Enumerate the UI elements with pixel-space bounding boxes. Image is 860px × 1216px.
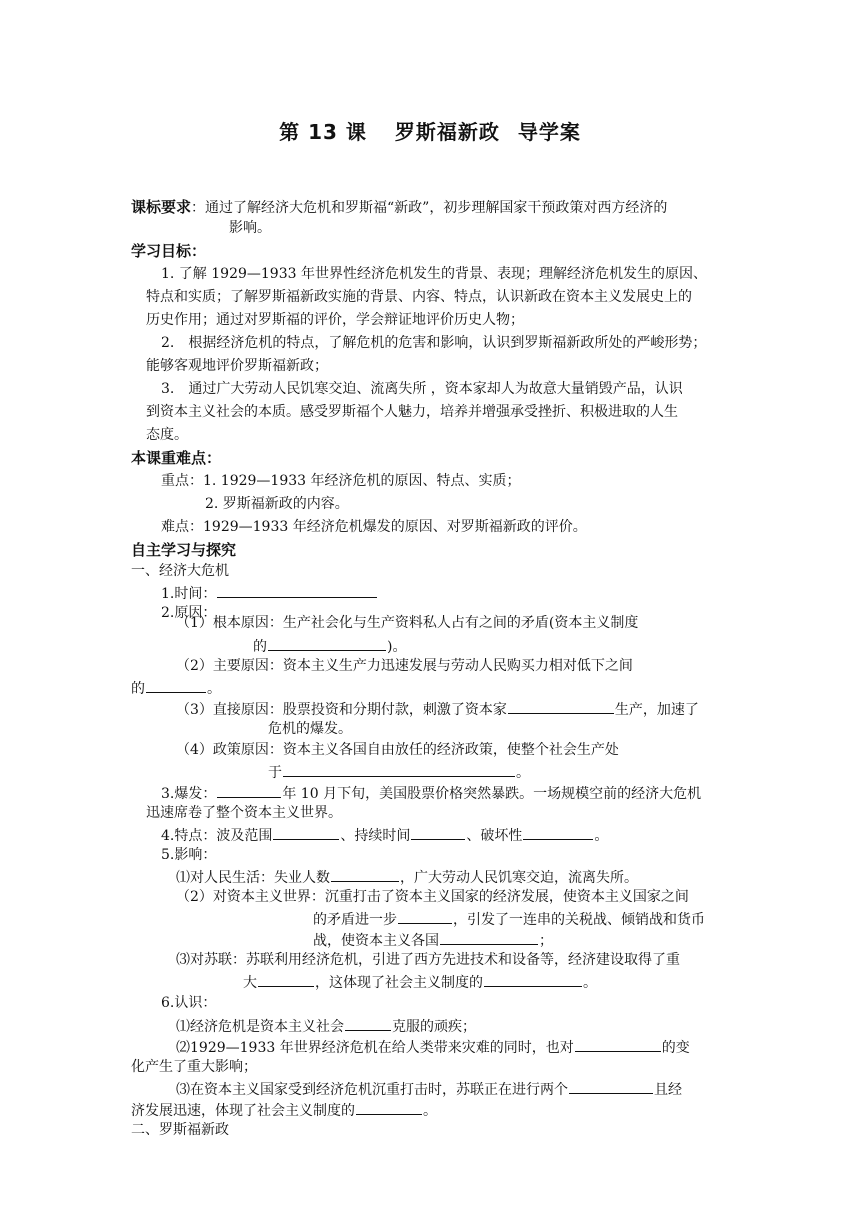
blank-q3[interactable] [217,782,281,798]
blank-q2-2[interactable] [146,677,206,693]
q2-3-line-1 [176,698,699,720]
q2-2-pre: 的 [131,681,145,697]
q6-3b-post: 。 [423,1103,437,1119]
q3-pre: 3.爆发： [161,786,217,802]
self-study-heading: 自主学习与探究 [131,541,237,559]
q6-1 [176,1015,476,1037]
key-point-2: 2. 罗斯福新政的内容。 [205,496,349,512]
q5-3b-post: 。 [583,975,597,991]
q5-2c-pre: 战，使资本主义各国 [313,933,439,949]
blank-q5-1[interactable] [331,866,399,882]
q2-2-line-2 [131,677,221,699]
q5-1 [176,866,638,888]
goal-2-line-1: 2. 根据经济危机的特点，了解危机的危害和影响，认识到罗斯福新政所处的严峻形势； [161,335,707,351]
q2-4-pre: 于 [268,765,282,781]
q5-2b-post: ，引发了一连串的关税战、倾销战和货币 [453,912,705,928]
q5-3b-pre: 大 [243,975,257,991]
q1-label: 1.时间： [161,586,217,602]
q2-3-post: 生产，加速了 [614,702,699,718]
q6-3a-post: 且经 [654,1082,682,1098]
q6-understanding: 6.认识： [161,995,217,1011]
q5-3b-mid: ，这体现了社会主义制度的 [315,975,483,991]
q6-1-post: 克服的顽疾； [392,1019,476,1035]
q6-1-pre: ⑴经济危机是资本主义社会 [176,1019,344,1035]
goal-3-line-2: 到资本主义社会的本质。感受罗斯福个人魅力，培养并增强承受挫折、积极进取的人生 [146,404,678,420]
q5-3-line-2 [243,971,597,993]
q1-time [161,582,378,604]
q3-post: 年 10 月下旬，美国股票价格突然暴跌。一场规模空前的经济大危机 [282,786,702,802]
goal-1-line-1: 1. 了解 1929—1933 年世界性经济危机发生的背景、表现；理解经济危机发生的原因、 [161,266,707,282]
q2-1-line-1: （1）根本原因：生产社会化与生产资料私人占有之间的矛盾(资本主义制度 [176,615,639,631]
title-topic: 罗斯福新政 [394,120,500,144]
q5-2c-post: ； [539,933,553,949]
q6-3a-pre: ⑶在资本主义国家受到经济危机沉重打击时，苏联正在进行两个 [176,1082,568,1098]
key-point-1: 重点：1. 1929—1933 年经济危机的原因、特点、实质； [161,473,521,489]
q6-3-line-2 [131,1099,437,1121]
q2-4-line-1: （4）政策原因：资本主义各国自由放任的经济政策，使整个社会生产处 [176,742,619,758]
q5-1-post: ，广大劳动人民饥寒交迫，流离失所。 [400,870,638,886]
blank-q4-destruction[interactable] [523,824,593,840]
q2-4-post: 。 [516,765,530,781]
q4-pre: 4.特点：波及范围 [161,828,273,844]
blank-q5-2a[interactable] [398,908,452,924]
blank-q6-2[interactable] [575,1036,661,1052]
title-type: 导学案 [517,120,581,144]
curriculum-label: 课标要求 [131,198,192,216]
q2-1-post: )。 [387,639,407,655]
goal-2-line-2: 能够客观地评价罗斯福新政； [146,358,328,374]
q5-impact: 5.影响： [161,847,217,863]
title-lesson: 第 13 课 [279,120,367,144]
q4-features [161,824,608,846]
blank-q2-4[interactable] [283,761,515,777]
section-1-heading: 一、经济大危机 [131,563,229,579]
goal-1-line-3: 历史作用；通过对罗斯福的评价，学会辩证地评价历史人物； [146,312,524,328]
q2-2-line-1: （2）主要原因：资本主义生产力迅速发展与劳动人民购买力相对低下之间 [176,658,633,674]
q6-3-line-1 [176,1078,682,1100]
blank-q2-1[interactable] [268,635,386,651]
q4-post: 。 [594,828,609,844]
q2-4-line-2 [268,761,530,783]
curriculum-text-cont: 影响。 [229,220,271,236]
difficult-point: 难点：1929—1933 年经济危机爆发的原因、对罗斯福新政的评价。 [161,519,587,535]
blank-q5-3b[interactable] [484,971,582,987]
q2-3-line-2: 危机的爆发。 [268,721,352,737]
goal-3-line-1: 3. 通过广大劳动人民饥寒交迫、流离失所 ，资本家却人为故意大量销毁产品，认识 [161,381,683,397]
q4-mid1: 、持续时间 [340,828,411,844]
goal-3-line-3: 态度。 [146,427,188,443]
blank-q4-scope[interactable] [273,824,339,840]
q5-2b-pre: 的矛盾进一步 [313,912,397,928]
goal-1-line-2: 特点和实质；了解罗斯福新政实施的背景、内容、特点，认识新政在资本主义发展史上的 [146,289,692,305]
page-title [0,116,860,145]
q2-3-pre: （3）直接原因：股票投资和分期付款，刺激了资本家 [176,702,507,718]
blank-q2-3[interactable] [508,698,614,714]
q3-line-2: 迅速席卷了整个资本主义世界。 [146,805,342,821]
blank-q6-3a[interactable] [569,1078,653,1094]
learning-goals-heading: 学习目标： [131,242,207,260]
q2-1-pre: 的 [253,639,267,655]
q6-2a-pre: ⑵1929—1933 年世界经济危机在给人类带来灾难的同时，也对 [176,1040,574,1056]
blank-q4-duration[interactable] [411,824,465,840]
blank-q5-3a[interactable] [258,971,314,987]
q5-2-line-3 [313,929,553,951]
q5-3-line-1: ⑶对苏联：苏联利用经济危机，引进了西方先进技术和设备等，经济建设取得了重 [176,952,680,968]
section-2-heading: 二、罗斯福新政 [131,1122,229,1138]
blank-q6-3b[interactable] [356,1099,422,1115]
q6-2-line-1 [176,1036,690,1058]
q4-mid2: 、破坏性 [466,828,523,844]
blank-q6-1[interactable] [345,1015,391,1031]
q5-2-line-2 [313,908,705,930]
q2-cause: 2.原因： [161,605,217,621]
q3-line-1 [161,782,701,804]
key-points-heading: 本课重难点： [131,449,222,467]
q6-2a-post: 的变 [661,1040,690,1056]
q5-2-line-1: （2）对资本主义世界：沉重打击了资本主义国家的经济发展，使资本主义国家之间 [176,889,689,905]
q2-2-post: 。 [207,681,221,697]
q6-3b-pre: 济发展迅速，体现了社会主义制度的 [131,1103,355,1119]
q5-1-pre: ⑴对人民生活：失业人数 [176,870,330,886]
blank-q1[interactable] [217,582,377,598]
curriculum-text: ：通过了解经济大危机和罗斯福“新政”，初步理解国家干预政策对西方经济的 [191,200,668,216]
q2-1-line-2 [253,635,406,657]
q6-2-line-2: 化产生了重大影响； [131,1059,257,1075]
curriculum-requirement [131,197,667,218]
blank-q5-2b[interactable] [440,929,538,945]
